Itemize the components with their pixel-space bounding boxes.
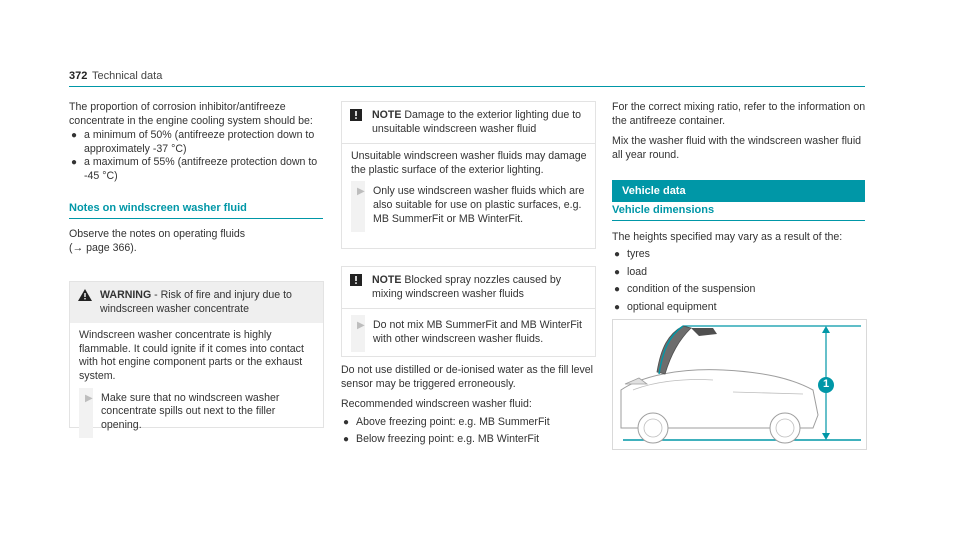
list-item — [612, 248, 865, 262]
section-heading-rule — [612, 220, 865, 221]
column-3-dims — [612, 204, 865, 315]
column-1 — [69, 101, 323, 255]
column-3-text — [612, 101, 868, 162]
column-2-text — [341, 364, 597, 447]
list-item — [69, 156, 323, 183]
note-label: NOTE — [372, 109, 402, 121]
note-head-text: Damage to the exterior lighting due to unsuitable windscreen washer fluid — [372, 109, 582, 135]
header-divider — [69, 86, 865, 87]
warning-action — [79, 392, 315, 433]
note-head-text: Blocked spray nozzles caused by mixing windscreen washer fluids — [372, 274, 562, 300]
list-item — [341, 416, 597, 430]
note-action-text: Only use windscreen washer fluids which are also suitable for use on plastic surfaces, e.g. MB SummerFit or MB WinterFit. — [373, 185, 585, 225]
list-item-text: optional equipment — [627, 300, 717, 313]
bullet-dot-icon: ● — [71, 157, 78, 169]
list-item — [341, 433, 597, 447]
list-item-text: Above freezing point: e.g. MB SummerFit — [356, 415, 550, 428]
bullet-dot-icon: ● — [614, 249, 621, 261]
warning-text: Windscreen washer concentrate is highly flammable. It could ignite if it comes into contact with hot engine component parts or the exhaust system. — [79, 329, 304, 382]
section-heading-vehicle-dimensions: Vehicle dimensions — [612, 204, 715, 216]
warning-body — [70, 323, 323, 438]
distilled-water-warning: Do not use distilled or de-ionised water as the fill level sensor may be triggered erroneously. — [341, 364, 594, 390]
heights-intro: The heights specified may vary as a result of the: — [612, 230, 843, 243]
bullet-dot-icon: ● — [614, 284, 621, 296]
bullet-dot-icon: ● — [343, 416, 350, 428]
note-header — [342, 267, 595, 308]
note-exclamation-icon — [350, 109, 362, 126]
note-text: Unsuitable windscreen washer fluids may damage the plastic surface of the exterior lighting. — [351, 150, 587, 176]
warning-head-text: - Risk of fire and injury due to windscreen washer concentrate — [100, 289, 292, 315]
mix-instruction-text: Mix the washer fluid with the windscreen washer fluid all year round. — [612, 135, 862, 161]
page-reference-link[interactable]: (→ page 366). — [69, 241, 137, 254]
page-number: 372 — [69, 70, 88, 82]
observe-notes — [69, 228, 323, 255]
note-exclamation-icon — [350, 274, 362, 291]
note-box-exterior-lighting — [341, 101, 596, 249]
list-item — [69, 129, 323, 156]
bullet-dot-icon: ● — [71, 130, 78, 142]
note-body — [342, 143, 595, 232]
note-action — [351, 319, 587, 346]
section-heading-washer-notes: Notes on windscreen washer fluid — [69, 201, 247, 214]
list-item-text: a maximum of 55% (antifreeze protection down to -45 °C) — [84, 156, 318, 182]
list-item — [612, 283, 865, 297]
note-label: NOTE — [372, 274, 402, 286]
vehicle-data-title: Vehicle data — [622, 185, 686, 197]
list-item — [612, 301, 865, 315]
vehicle-data-banner — [612, 180, 865, 202]
note-action — [351, 185, 587, 226]
bullet-dot-icon: ● — [343, 434, 350, 446]
list-item-text: a minimum of 50% (antifreeze protection down to approximately -37 °C) — [84, 129, 315, 155]
note-action-text: Do not mix MB SummerFit and MB WinterFit with other windscreen washer fluids. — [373, 319, 582, 345]
arrow-right-icon: ▶ — [357, 320, 365, 332]
list-item-text: Below freezing point: e.g. MB WinterFit — [356, 433, 540, 446]
list-item-text: load — [627, 265, 648, 278]
bullet-dot-icon: ● — [614, 301, 621, 313]
note-box-blocked-nozzles — [341, 266, 596, 357]
vehicle-height-figure — [612, 319, 867, 450]
observe-text: Observe the notes on operating fluids — [69, 228, 246, 241]
arrow-right-icon: ▶ — [357, 186, 365, 198]
section-title: Technical data — [92, 70, 163, 82]
callout-number-1: 1 — [822, 378, 830, 390]
bullet-dot-icon: ● — [614, 266, 621, 278]
list-item-text: tyres — [627, 248, 650, 261]
section-heading-rule — [69, 218, 323, 219]
coolant-intro: The proportion of corrosion inhibitor/antifreeze concentrate in the engine cooling system should be: — [69, 101, 313, 127]
note-body — [342, 308, 595, 352]
warning-triangle-icon — [78, 289, 92, 306]
warning-header — [70, 282, 323, 323]
warning-box — [69, 281, 324, 431]
warning-action-text: Make sure that no windscreen washer concentrate spills out next to the filler opening. — [101, 391, 280, 431]
mixing-ratio-text: For the correct mixing ratio, refer to the information on the antifreeze container. — [612, 101, 866, 127]
note-header — [342, 102, 595, 143]
list-item — [612, 266, 865, 280]
recommended-fluid-label: Recommended windscreen washer fluid: — [341, 398, 532, 411]
warning-label: WARNING — [100, 289, 152, 301]
arrow-right-icon: ▶ — [85, 392, 93, 404]
list-item-text: condition of the suspension — [627, 283, 756, 296]
